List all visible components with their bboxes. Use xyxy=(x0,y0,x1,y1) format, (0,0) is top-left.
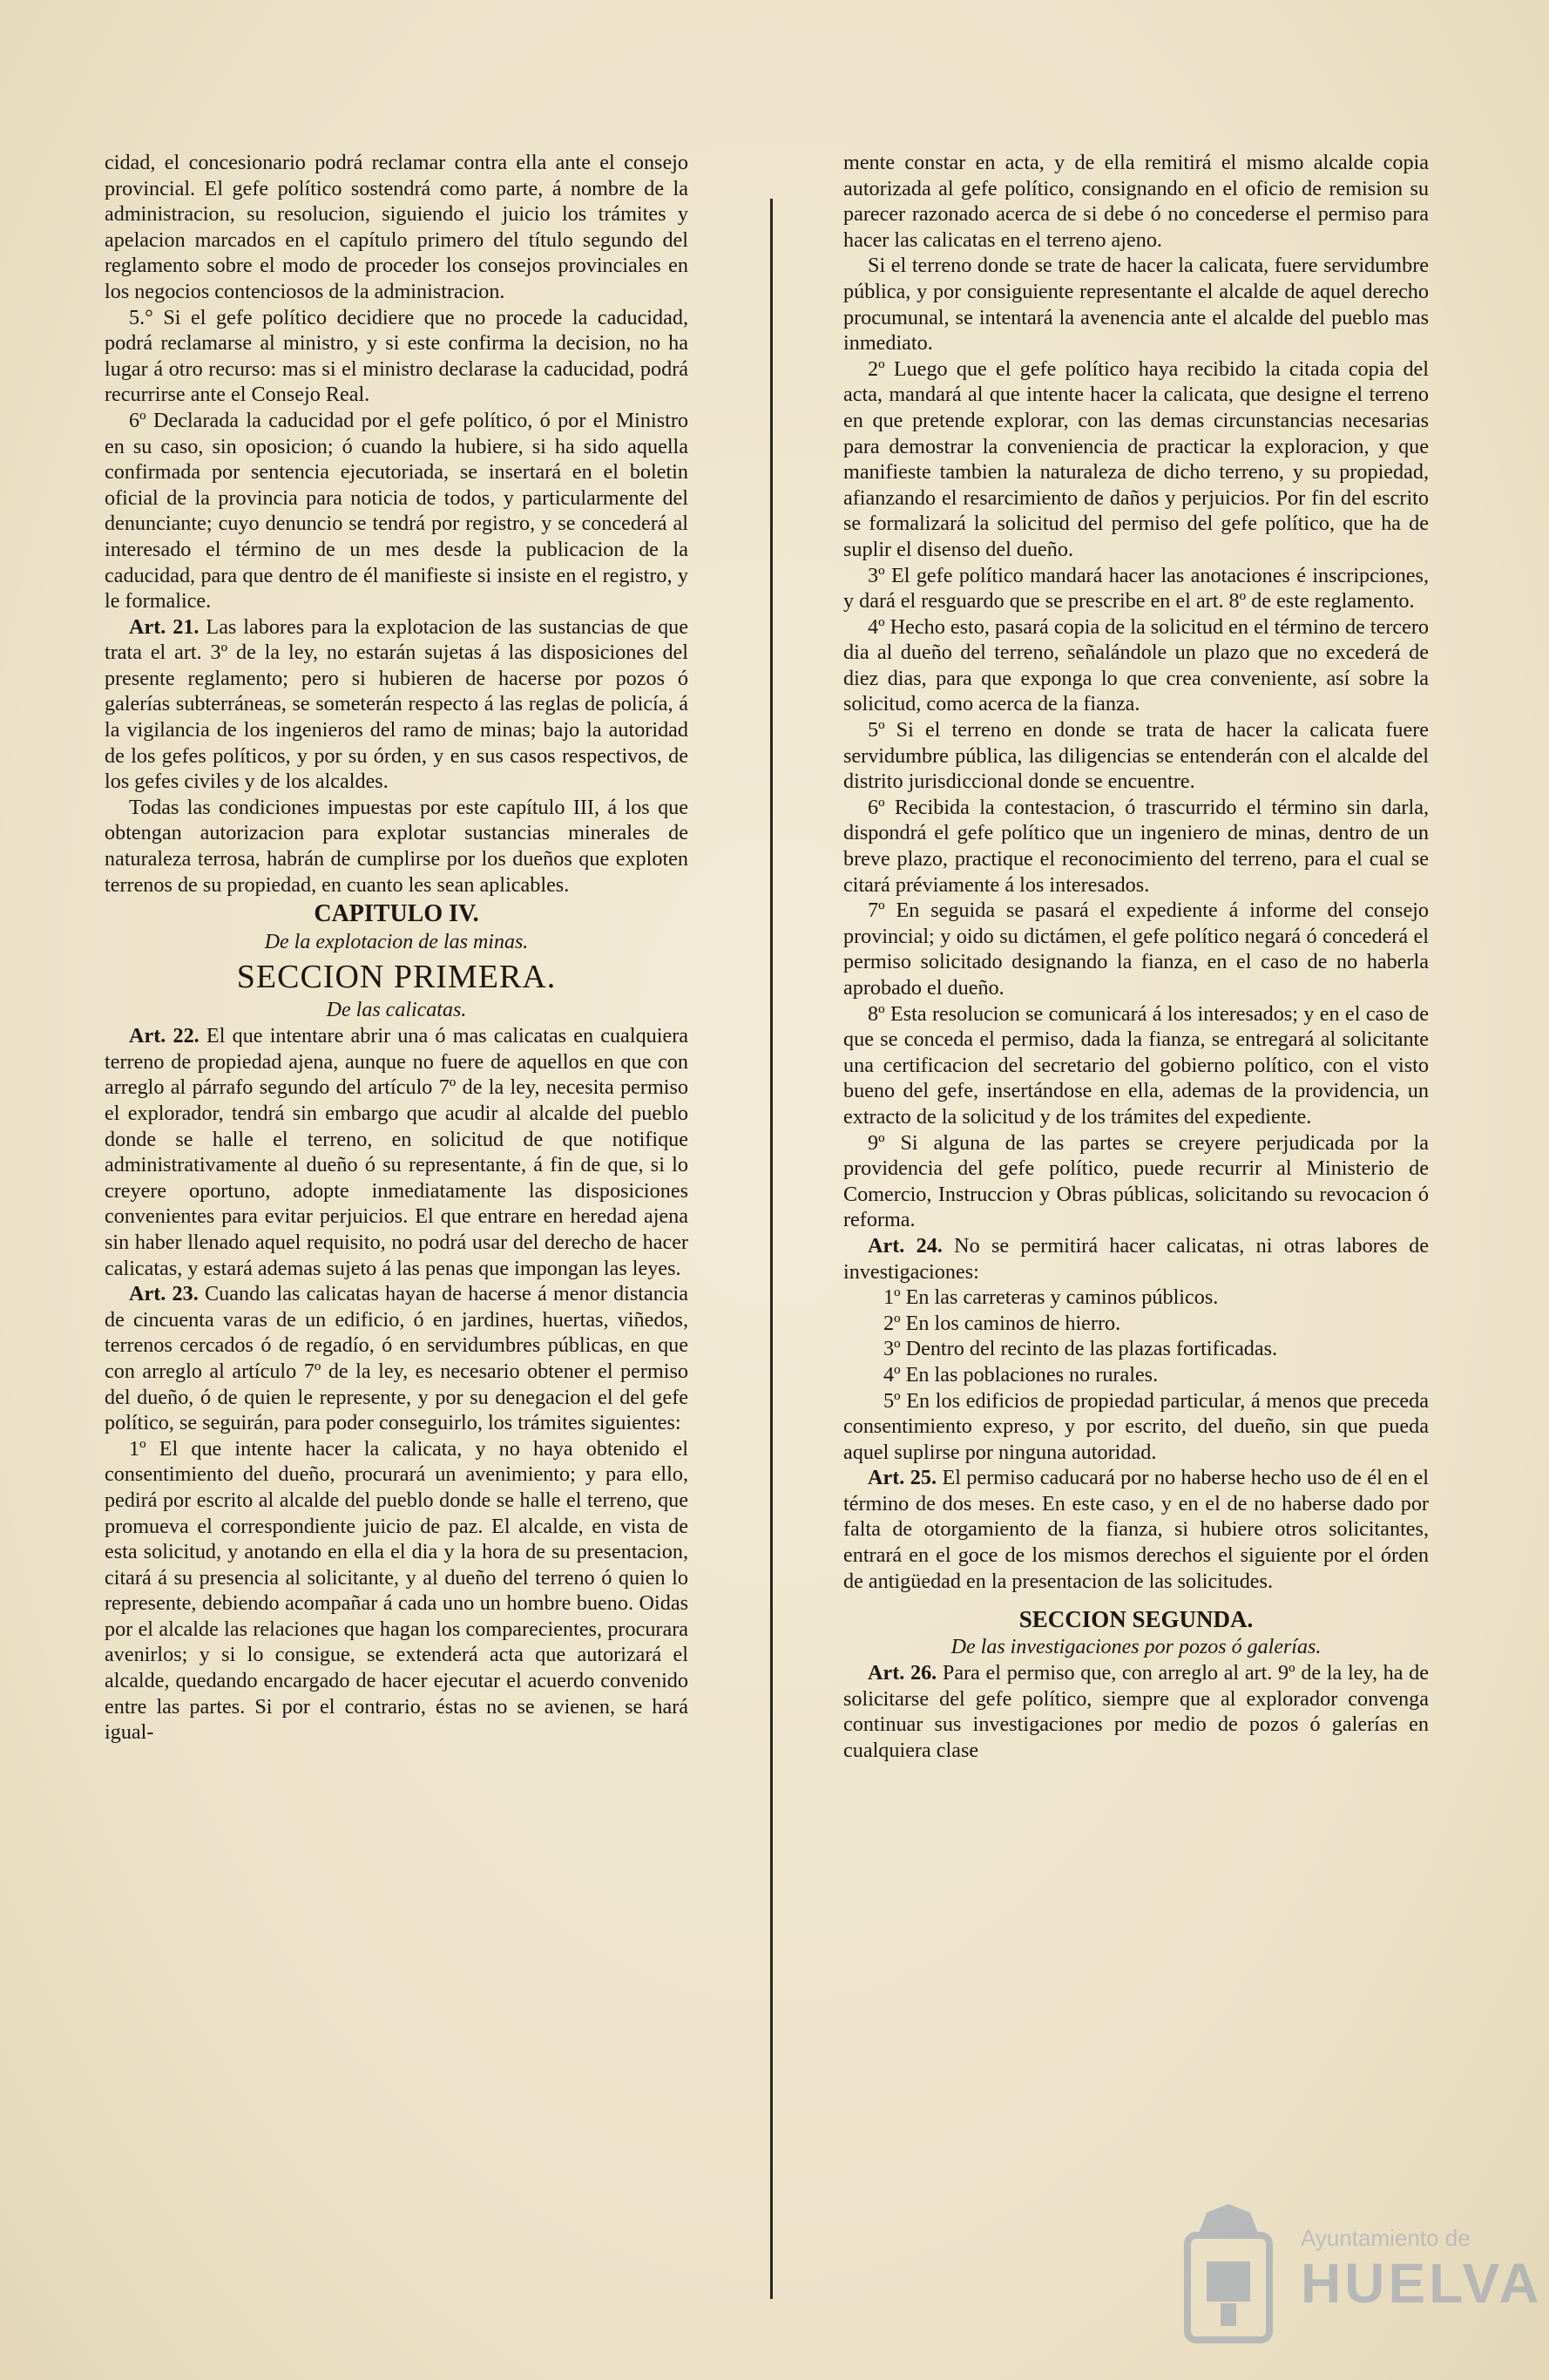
article-text: Cuando las calicatas hayan de hacerse á menor distancia de cincuenta varas de un edificio, ó en jardines, huertas, viñedos, terrenos cercados ó de regadío, ó en servidumbres públicas, en que con arreglo al artículo 7º de la ley, es necesario obtener el permiso del dueño, ó de quien le represente, y por su denegacion el del gefe político, se seguirán, para poder conseguirlo, los trámites siguientes: xyxy=(105,1282,688,1435)
article-21 xyxy=(105,614,688,795)
article-text: No se permitirá hacer calicatas, ni otras labores de investigaciones: xyxy=(843,1233,1429,1284)
list-item: 3º Dentro del recinto de las plazas fortificadas. xyxy=(883,1337,1278,1361)
list-item: 4º En las poblaciones no rurales. xyxy=(883,1362,1159,1387)
paragraph: Si el terreno donde se trate de hacer la calicata, fuere servidumbre pública, y por consiguiente representante el alcalde de aquel derecho procumunal, se intentará la avenencia ante el alcalde del pueblo mas inmediato. xyxy=(843,254,1429,356)
left-column xyxy=(105,150,688,1746)
paragraph: 7º En seguida se pasará el expediente á informe del consejo provincial; y oido su dictámen, el gefe político negará ó concederá el permiso solicitado designando la fianza, en el caso de no haberla aprobado el dueño. xyxy=(843,898,1429,1000)
section-title: SECCION PRIMERA. xyxy=(236,959,557,996)
watermark-line1: Ayuntamiento de xyxy=(1301,2225,1471,2251)
paragraph: 6º Recibida la contestacion, ó trascurrido el término sin darla, dispondrá el gefe político que un ingeniero de minas, dentro de un breve plazo, practique el reconocimiento del terreno, para el cual se citará préviamente á los interesados. xyxy=(843,795,1429,897)
article-number: Art. 25. xyxy=(868,1466,937,1490)
article-25 xyxy=(843,1465,1429,1594)
chapter-subtitle: De la explotacion de las minas. xyxy=(264,931,529,954)
paragraph: 9º Si alguna de las partes se creyere perjudicada por la providencia del gefe político, puede recurrir al Ministerio de Comercio, Instruccion y Obras públicas, solicitando su revocacion ó reforma. xyxy=(843,1130,1429,1232)
right-column xyxy=(843,150,1429,1764)
paragraph: cidad, el concesionario podrá reclamar contra ella ante el consejo provincial. El gefe político sostendrá como parte, á nombre de la administracion, su resolucion, siguiendo el juicio los trámites y apelacion marcados en el capítulo primero del título segundo del reglamento sobre el modo de proceder los consejos provinciales en los negocios contenciosos de la administracion. xyxy=(105,151,688,303)
article-text: Para el permiso que, con arreglo al art. 9º de la ley, ha de solicitarse del gefe político, siempre que al explorador convenga continuar sus investigaciones por medio de pozos ó galerías en cualquiera clase xyxy=(843,1661,1429,1763)
paragraph: 3º El gefe político mandará hacer las anotaciones é inscripciones, y dará el resguardo que se prescribe en el art. 8º de este reglamento. xyxy=(843,563,1429,614)
chapter-title: CAPITULO IV. xyxy=(314,900,479,928)
article-number: Art. 21. xyxy=(129,614,200,639)
article-24-list xyxy=(843,1285,1429,1465)
article-22 xyxy=(105,1023,688,1281)
article-text: El que intentare abrir una ó mas calicatas en cualquiera terreno de propiedad ajena, aunque no fuere de aquellos en que con arreglo al párrafo segundo del artículo 7º de la ley, necesita permiso el explorador, tendrá sin embargo que acudir al alcalde del pueblo donde se halle el terreno, en solicitud de que notifique administrativamente al dueño ó su representante, á fin de que, si lo creyere oportuno, adopte inmediatamente las disposiciones convenientes para evitar perjuicios. El que entrare en heredad ajena sin haber llenado aquel requisito, no podrá usar del derecho de hacer calicatas, y estará ademas sujeto á las penas que impongan las leyes. xyxy=(105,1024,689,1280)
paragraph: mente constar en acta, y de ella remitirá el mismo alcalde copia autorizada al gefe político, consignando en el oficio de remision su parecer razonado acerca de si debe ó no concederse el permiso para hacer las calicatas en el terreno ajeno. xyxy=(843,151,1429,252)
article-number: Art. 26. xyxy=(868,1661,937,1685)
paragraph: 6º Declarada la caducidad por el gefe político, ó por el Ministro en su caso, sin oposicion; ó cuando la hubiere, si ha sido aquella confirmada por sentencia ejecutoriada, se insertará en el boletin oficial de la provincia para noticia de todos, y particularmente del denunciante; cuyo denuncio se tendrá por registro, y se concederá al interesado el término de un mes desde la publicacion de la caducidad, para que dentro de él manifieste si insiste en el registro, y le formalice. xyxy=(105,408,688,614)
article-26 xyxy=(843,1660,1429,1763)
article-24 xyxy=(843,1233,1429,1285)
watermark-logo xyxy=(1172,2200,1543,2366)
list-item: 2º En los caminos de hierro. xyxy=(883,1311,1121,1335)
article-number: Art. 23. xyxy=(129,1282,199,1306)
section-subtitle: De las calicatas. xyxy=(326,999,467,1022)
article-text: Las labores para la explotacion de las sustancias de que trata el art. 3º de la ley, no estarán sujetas á las disposiciones del presente reglamento; pero si hubieren de hacerse por pozos ó galerías subterráneas, se someterán respecto á las reglas de policía, á la vigilancia de los ingenieros del ramo de minas; bajo la autoridad de los gefes políticos, y por su órden, y en sus casos respectivos, de los gefes civiles y de los alcaldes. xyxy=(105,614,689,794)
column-divider xyxy=(770,199,773,2299)
article-number: Art. 22. xyxy=(129,1024,200,1048)
watermark-line2: HUELVA xyxy=(1301,2252,1543,2315)
list-item: 1º En las carreteras y caminos públicos. xyxy=(883,1285,1219,1310)
section-title: SECCION SEGUNDA. xyxy=(1018,1606,1254,1633)
list-item: 5º En los edificios de propiedad particular, á menos que preceda consentimiento expreso, y por escrito, del dueño, sin que pueda aquel suplirse por ninguna autoridad. xyxy=(843,1388,1429,1464)
paragraph: 8º Esta resolucion se comunicará á los interesados; y en el caso de que se conceda el permiso, dada la fianza, se entregará al solicitante una certificacion del secretario del gobierno político, con el visto bueno del gefe, insertándose en ella, ademas de la providencia, un extracto de la solicitud y de los trámites del expediente. xyxy=(843,1001,1429,1129)
section-subtitle: De las investigaciones por pozos ó galerías. xyxy=(950,1636,1322,1659)
paragraph: 1º El que intente hacer la calicata, y no haya obtenido el consentimiento del dueño, procurará un avenimiento; y para ello, pedirá por escrito al alcalde del pueblo donde se halle el terreno, que promueva el correspondiente juicio de paz. El alcalde, en vista de esta solicitud, y anotando en ella el dia y la hora de su presentacion, citará á su presencia al solicitante, y al dueño del terreno ó quien lo represente, debiendo acompañar á cada uno un hombre bueno. Oidas por el alcalde las relaciones que hagan los comparecientes, procurara avenirlos; y si lo consigue, se extenderá acta que autorizará el alcalde, quedando encargado de hacer ejecutar el acuerdo convenido entre las partes. Si por el contrario, éstas no se avienen, se hará igual- xyxy=(105,1436,688,1745)
paragraph: 5º Si el terreno en donde se trata de hacer la calicata fuere servidumbre pública, las diligencias se entenderán con el alcalde del distrito jurisdiccional donde se encuentre. xyxy=(843,718,1429,794)
article-text: El permiso caducará por no haberse hecho uso de él en el término de dos meses. En este caso, y en el de no haberse dado por falta de otorgamiento de la fianza, si hubiere otros solicitantes, entrará en el goce de los mismos derechos el siguiente por el órden de antigüedad en la presentacion de las solicitudes. xyxy=(843,1466,1429,1593)
paragraph: Todas las condiciones impuestas por este capítulo III, á los que obtengan autorizacion para explotar sustancias minerales de naturaleza terrosa, habrán de cumplirse por los dueños que exploten terrenos de su propiedad, en cuanto les sean aplicables. xyxy=(105,795,688,897)
article-number: Art. 24. xyxy=(868,1233,943,1258)
paragraph: 2º Luego que el gefe político haya recibido la citada copia del acta, mandará al que intente hacer la calicata, que designe el terreno en que pretende explorar, con las demas circunstancias necesarias para demostrar la conveniencia de practicar la exploracion, y que manifieste tambien la naturaleza de dicho terreno, y su propiedad, afianzando el resarcimiento de daños y perjuicios. Por fin del escrito se formalizará la solicitud del permiso del gefe político, que ha de suplir el disenso del dueño. xyxy=(843,356,1429,561)
paragraph: 5.° Si el gefe político decidiere que no procede la caducidad, podrá reclamarse al ministro, y si este confirma la decision, no ha lugar á otro recurso: mas si el ministro declarase la caducidad, podrá recurrirse ante el Consejo Real. xyxy=(105,305,688,407)
paragraph: 4º Hecho esto, pasará copia de la solicitud en el término de tercero dia al dueño del terreno, señalándole un plazo que no excederá de diez dias, para que exponga lo que crea conveniente, así sobre la solicitud, como acerca de la fianza. xyxy=(843,614,1429,716)
article-23 xyxy=(105,1281,688,1436)
crest-icon xyxy=(1172,2200,1285,2349)
